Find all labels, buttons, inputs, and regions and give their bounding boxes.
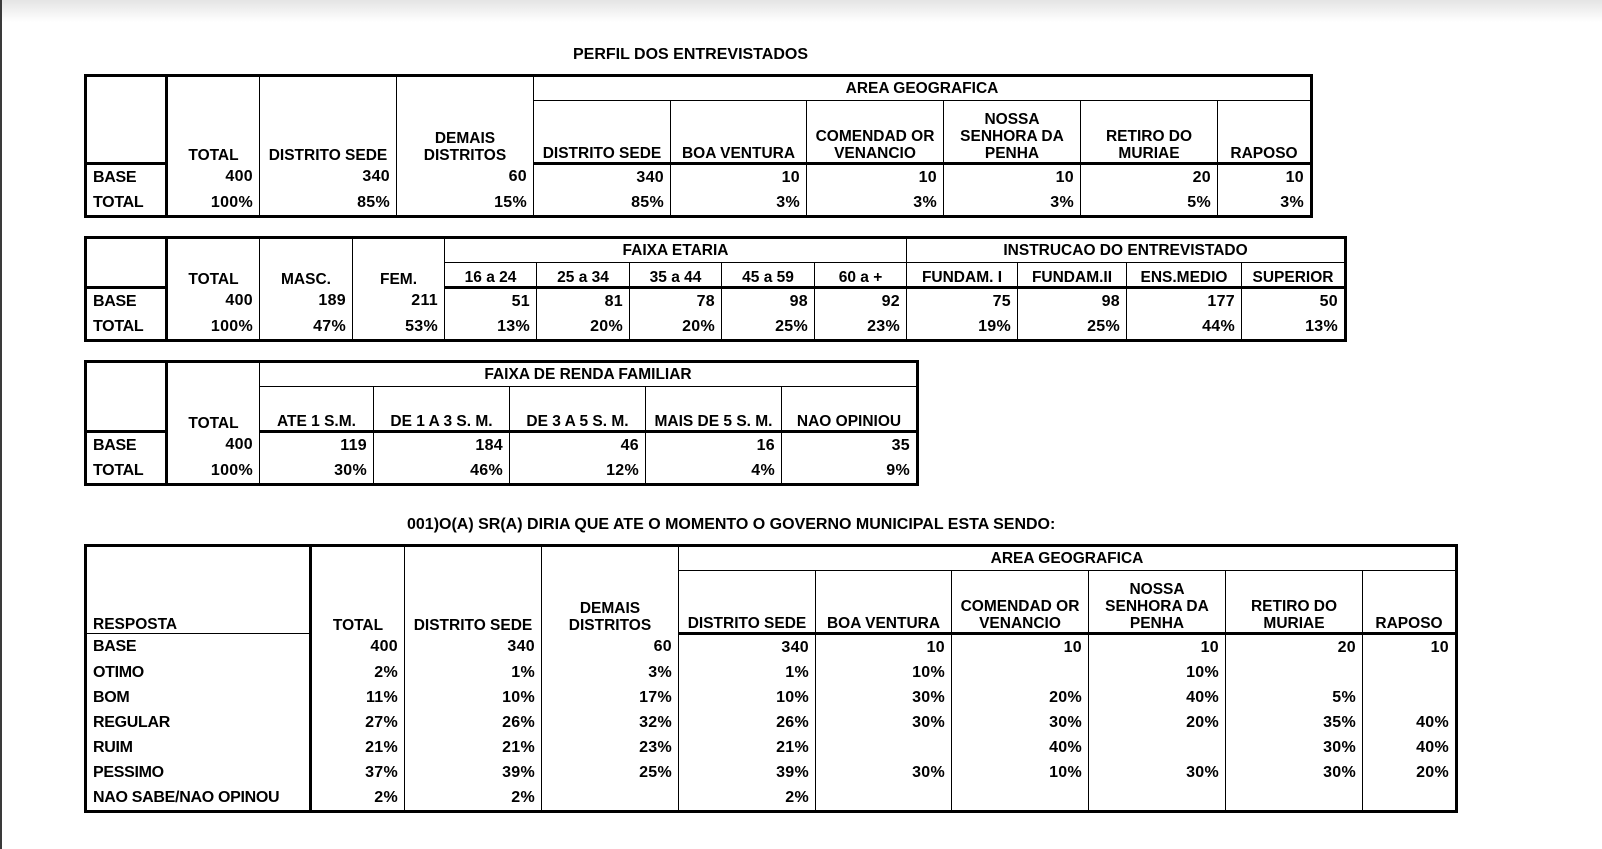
header-cell: BOA VENTURA (671, 101, 807, 164)
cell: 10% (679, 685, 816, 710)
cell: 60 (397, 164, 534, 191)
response-header: RESPOSTA (86, 546, 311, 634)
cell: 10 (1089, 634, 1226, 661)
header-cell: TOTAL (167, 76, 260, 164)
table-row (86, 685, 1457, 710)
cell: 30% (816, 710, 952, 735)
header-cell: NOSSA SENHORA DA PENHA (944, 101, 1081, 164)
header-cell: NAO OPINIOU (782, 387, 918, 432)
cell: 3% (671, 190, 807, 217)
header-cell: RAPOSO (1218, 101, 1312, 164)
row-label: PESSIMO (86, 760, 311, 785)
cell: 17% (542, 685, 679, 710)
header-cell: DE 1 A 3 S. M. (374, 387, 510, 432)
cell: 46 (510, 432, 646, 459)
cell: 75 (907, 288, 1018, 315)
cell: 23% (542, 735, 679, 760)
header-cell: 35 a 44 (630, 263, 722, 288)
cell: 30% (816, 685, 952, 710)
cell: 20% (1089, 710, 1226, 735)
cell: 26% (679, 710, 816, 735)
row-label: RUIM (86, 735, 311, 760)
cell (952, 785, 1089, 812)
cell: 30% (1226, 735, 1363, 760)
header-cell: DEMAIS DISTRITOS (397, 76, 534, 164)
header-cell: 25 a 34 (537, 263, 630, 288)
cell: 40% (1363, 710, 1457, 735)
cell: 25% (1018, 314, 1127, 341)
cell: 10 (1218, 164, 1312, 191)
cell: 1% (679, 660, 816, 685)
row-label: TOTAL (86, 458, 167, 485)
cell: 211 (353, 288, 445, 315)
row-label: NAO SABE/NAO OPINOU (86, 785, 311, 812)
cell: 37% (311, 760, 405, 785)
cell: 21% (311, 735, 405, 760)
cell: 85% (260, 190, 397, 217)
cell: 2% (311, 660, 405, 685)
cell: 13% (1242, 314, 1346, 341)
table-row (86, 190, 1312, 217)
row-label: BASE (86, 288, 167, 315)
cell: 10 (671, 164, 807, 191)
viewer-left-edge (0, 0, 2, 849)
page-title: PERFIL DOS ENTREVISTADOS (573, 46, 808, 63)
table-row (86, 164, 1312, 191)
header-cell: RAPOSO (1363, 571, 1457, 634)
cell: 119 (260, 432, 374, 459)
table-row (86, 314, 1346, 341)
cell: 20 (1081, 164, 1218, 191)
cell (1226, 785, 1363, 812)
table-row (86, 634, 1457, 661)
cell: 39% (679, 760, 816, 785)
table-row (86, 760, 1457, 785)
header-cell: DISTRITO SEDE (405, 546, 542, 634)
cell: 78 (630, 288, 722, 315)
cell: 5% (1226, 685, 1363, 710)
cell: 51 (445, 288, 537, 315)
cell: 20% (537, 314, 630, 341)
cell: 40% (1363, 735, 1457, 760)
corner-cell (86, 101, 167, 164)
cell: 30% (1226, 760, 1363, 785)
cell: 10 (944, 164, 1081, 191)
table-row (86, 660, 1457, 685)
cell: 46% (374, 458, 510, 485)
table-row (86, 458, 918, 485)
cell: 3% (1218, 190, 1312, 217)
row-label: OTIMO (86, 660, 311, 685)
header-cell: FUNDAM.II (1018, 263, 1127, 288)
cell: 100% (167, 190, 260, 217)
cell: 81 (537, 288, 630, 315)
corner-cell (86, 238, 167, 263)
group-header-age: FAIXA ETARIA (445, 238, 907, 263)
cell: 44% (1127, 314, 1242, 341)
cell: 23% (815, 314, 907, 341)
cell: 85% (534, 190, 671, 217)
question-results-table (84, 544, 1458, 813)
table-row (86, 288, 1346, 315)
cell: 20% (630, 314, 722, 341)
cell: 340 (405, 634, 542, 661)
cell: 10% (952, 760, 1089, 785)
cell: 16 (646, 432, 782, 459)
cell: 10% (405, 685, 542, 710)
cell: 5% (1081, 190, 1218, 217)
cell (1089, 785, 1226, 812)
cell: 177 (1127, 288, 1242, 315)
header-cell: 16 a 24 (445, 263, 537, 288)
cell (816, 735, 952, 760)
header-cell: FEM. (353, 238, 445, 288)
row-label: TOTAL (86, 314, 167, 341)
header-cell: DISTRITO SEDE (260, 76, 397, 164)
cell: 10% (1089, 660, 1226, 685)
row-label: BASE (86, 432, 167, 459)
cell: 32% (542, 710, 679, 735)
group-header-education: INSTRUCAO DO ENTREVISTADO (907, 238, 1346, 263)
group-header-income: FAIXA DE RENDA FAMILIAR (260, 362, 918, 387)
row-label: BOM (86, 685, 311, 710)
cell (1363, 685, 1457, 710)
cell: 30% (260, 458, 374, 485)
header-cell: FUNDAM. I (907, 263, 1018, 288)
cell: 30% (952, 710, 1089, 735)
group-header-area: AREA GEOGRAFICA (534, 76, 1312, 101)
cell: 50 (1242, 288, 1346, 315)
cell: 400 (167, 288, 260, 315)
header-cell: COMENDAD OR VENANCIO (952, 571, 1089, 634)
table-row (86, 432, 918, 459)
row-label: BASE (86, 634, 311, 661)
header-cell: ENS.MEDIO (1127, 263, 1242, 288)
question-title: 001)O(A) SR(A) DIRIA QUE ATE O MOMENTO O GOVERNO MUNICIPAL ESTA SENDO: (407, 516, 1056, 533)
cell: 27% (311, 710, 405, 735)
cell: 98 (1018, 288, 1127, 315)
header-cell: SUPERIOR (1242, 263, 1346, 288)
header-cell: COMENDAD OR VENANCIO (807, 101, 944, 164)
cell: 100% (167, 314, 260, 341)
group-header-area: AREA GEOGRAFICA (679, 546, 1457, 571)
header-cell: DISTRITO SEDE (534, 101, 671, 164)
cell (1363, 785, 1457, 812)
cell: 98 (722, 288, 815, 315)
cell: 26% (405, 710, 542, 735)
cell: 19% (907, 314, 1018, 341)
corner-cell (86, 362, 167, 387)
cell (952, 660, 1089, 685)
cell: 189 (260, 288, 353, 315)
cell (1363, 660, 1457, 685)
row-label: TOTAL (86, 190, 167, 217)
cell: 39% (405, 760, 542, 785)
table-row (86, 710, 1457, 735)
corner-cell (86, 76, 167, 101)
header-cell: 60 a + (815, 263, 907, 288)
cell: 40% (952, 735, 1089, 760)
cell: 13% (445, 314, 537, 341)
cell: 3% (542, 660, 679, 685)
cell (542, 785, 679, 812)
cell: 400 (311, 634, 405, 661)
cell: 53% (353, 314, 445, 341)
cell: 30% (1089, 760, 1226, 785)
header-cell: BOA VENTURA (816, 571, 952, 634)
header-cell: ATE 1 S.M. (260, 387, 374, 432)
table-row (86, 735, 1457, 760)
cell: 20% (952, 685, 1089, 710)
header-cell: TOTAL (167, 362, 260, 432)
cell: 15% (397, 190, 534, 217)
corner-cell (86, 387, 167, 432)
header-cell: MAIS DE 5 S. M. (646, 387, 782, 432)
header-cell: TOTAL (167, 238, 260, 288)
header-cell: 45 a 59 (722, 263, 815, 288)
header-cell: RETIRO DO MURIAE (1226, 571, 1363, 634)
cell: 12% (510, 458, 646, 485)
cell (1089, 735, 1226, 760)
cell: 40% (1089, 685, 1226, 710)
cell: 400 (167, 432, 260, 459)
profile-income-table (84, 360, 919, 486)
header-cell: TOTAL (311, 546, 405, 634)
cell: 9% (782, 458, 918, 485)
viewer-top-shadow (0, 0, 1602, 22)
cell: 47% (260, 314, 353, 341)
corner-cell (86, 263, 167, 288)
cell: 20 (1226, 634, 1363, 661)
header-cell: NOSSA SENHORA DA PENHA (1089, 571, 1226, 634)
cell: 10 (807, 164, 944, 191)
table-row (86, 785, 1457, 812)
header-cell: RETIRO DO MURIAE (1081, 101, 1218, 164)
cell: 10 (952, 634, 1089, 661)
cell: 3% (807, 190, 944, 217)
cell: 2% (679, 785, 816, 812)
header-cell: DISTRITO SEDE (679, 571, 816, 634)
cell: 184 (374, 432, 510, 459)
cell: 30% (816, 760, 952, 785)
cell: 35% (1226, 710, 1363, 735)
cell: 21% (679, 735, 816, 760)
cell: 340 (260, 164, 397, 191)
cell (1226, 660, 1363, 685)
cell: 25% (722, 314, 815, 341)
profile-demographics-table (84, 236, 1347, 342)
header-cell: DE 3 A 5 S. M. (510, 387, 646, 432)
cell: 2% (405, 785, 542, 812)
cell: 10 (1363, 634, 1457, 661)
row-label: REGULAR (86, 710, 311, 735)
cell: 100% (167, 458, 260, 485)
cell: 60 (542, 634, 679, 661)
header-cell: DEMAIS DISTRITOS (542, 546, 679, 634)
cell: 340 (534, 164, 671, 191)
cell: 25% (542, 760, 679, 785)
cell: 1% (405, 660, 542, 685)
cell: 3% (944, 190, 1081, 217)
cell: 2% (311, 785, 405, 812)
cell (816, 785, 952, 812)
cell: 340 (679, 634, 816, 661)
cell: 35 (782, 432, 918, 459)
cell: 10 (816, 634, 952, 661)
cell: 4% (646, 458, 782, 485)
cell: 10% (816, 660, 952, 685)
cell: 21% (405, 735, 542, 760)
profile-area-table (84, 74, 1313, 218)
header-cell: MASC. (260, 238, 353, 288)
cell: 92 (815, 288, 907, 315)
cell: 400 (167, 164, 260, 191)
cell: 11% (311, 685, 405, 710)
cell: 20% (1363, 760, 1457, 785)
row-label: BASE (86, 164, 167, 191)
